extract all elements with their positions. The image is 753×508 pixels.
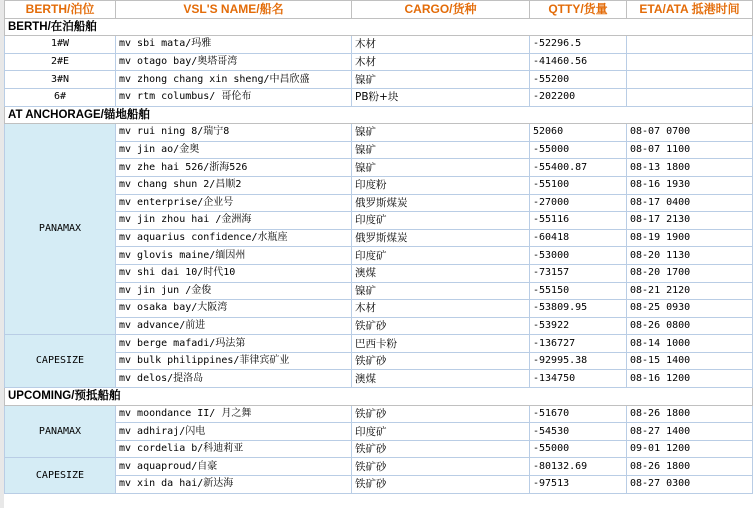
quantity-cell[interactable]: -92995.38 [530, 352, 627, 370]
quantity-cell[interactable]: -55000 [530, 440, 627, 458]
eta-cell[interactable]: 08-26 1800 [627, 458, 753, 476]
quantity-cell[interactable]: -52296.5 [530, 36, 627, 54]
vessel-name-cell[interactable]: mv aquaproud/自豪 [116, 458, 352, 476]
vessel-name-cell[interactable]: mv rui ning 8/瑞宁8 [116, 124, 352, 142]
cargo-cell[interactable]: 木材 [352, 300, 530, 318]
vessel-name-cell[interactable]: mv delos/提洛岛 [116, 370, 352, 388]
vessel-class-cell[interactable]: PANAMAX [5, 124, 116, 335]
eta-cell[interactable]: 08-20 1700 [627, 264, 753, 282]
quantity-cell[interactable]: -53000 [530, 247, 627, 265]
cargo-cell[interactable]: 镍矿 [352, 71, 530, 89]
berth-position-cell[interactable]: 6# [5, 88, 116, 106]
quantity-cell[interactable]: -53922 [530, 317, 627, 335]
quantity-cell[interactable]: -27000 [530, 194, 627, 212]
table-row [5, 440, 753, 458]
table-row [5, 352, 753, 370]
quantity-cell[interactable]: -55116 [530, 212, 627, 230]
eta-cell[interactable]: 08-21 2120 [627, 282, 753, 300]
eta-cell[interactable]: 08-07 1100 [627, 141, 753, 159]
table-row [5, 317, 753, 335]
vessel-name-cell[interactable]: mv rtm columbus/ 哥伦布 [116, 88, 352, 106]
table-row [5, 458, 753, 476]
table-row [5, 282, 753, 300]
quantity-cell[interactable]: -53809.95 [530, 300, 627, 318]
table-row [5, 229, 753, 247]
vessel-name-cell[interactable]: mv berge mafadi/玛法第 [116, 335, 352, 353]
cargo-cell[interactable]: 镍矿 [352, 141, 530, 159]
berth-position-cell[interactable]: 3#N [5, 71, 116, 89]
vessel-name-cell[interactable]: mv aquarius confidence/水瓶座 [116, 229, 352, 247]
eta-cell[interactable]: 08-25 0930 [627, 300, 753, 318]
vessel-name-cell[interactable]: mv jin ao/金奥 [116, 141, 352, 159]
cargo-cell[interactable]: 铁矿砂 [352, 476, 530, 494]
eta-cell[interactable]: 08-27 0300 [627, 476, 753, 494]
cargo-cell[interactable]: 澳煤 [352, 370, 530, 388]
quantity-cell[interactable]: -80132.69 [530, 458, 627, 476]
cargo-cell[interactable]: 镍矿 [352, 124, 530, 142]
vessel-class-cell[interactable]: CAPESIZE [5, 458, 116, 493]
eta-cell[interactable]: 09-01 1200 [627, 440, 753, 458]
vessel-name-cell[interactable]: mv jin zhou hai /金洲海 [116, 212, 352, 230]
eta-cell[interactable]: 08-26 0800 [627, 317, 753, 335]
vessel-name-cell[interactable]: mv bulk philippines/菲律宾矿业 [116, 352, 352, 370]
table-row [5, 88, 753, 106]
cargo-cell[interactable]: 印度矿 [352, 212, 530, 230]
cargo-cell[interactable]: 铁矿砂 [352, 458, 530, 476]
quantity-cell[interactable]: -73157 [530, 264, 627, 282]
table-row [5, 176, 753, 194]
cargo-cell[interactable]: 巴西卡粉 [352, 335, 530, 353]
eta-cell[interactable]: 08-27 1400 [627, 423, 753, 441]
eta-cell[interactable]: 08-13 1800 [627, 159, 753, 177]
vessel-name-cell[interactable]: mv glovis maine/缅因州 [116, 247, 352, 265]
vessel-name-cell[interactable]: mv shi dai 10/时代10 [116, 264, 352, 282]
table-row [5, 405, 753, 423]
cargo-cell[interactable]: 镍矿 [352, 282, 530, 300]
quantity-cell[interactable]: -54530 [530, 423, 627, 441]
quantity-cell[interactable]: -60418 [530, 229, 627, 247]
quantity-cell[interactable]: -136727 [530, 335, 627, 353]
cargo-cell[interactable]: 印度矿 [352, 247, 530, 265]
berth-position-cell[interactable]: 2#E [5, 53, 116, 71]
vessel-name-cell[interactable]: mv osaka bay/大阪湾 [116, 300, 352, 318]
eta-cell[interactable]: 08-17 2130 [627, 212, 753, 230]
table-row [5, 141, 753, 159]
section-row-berth [5, 18, 753, 36]
cargo-cell[interactable]: PB粉+块 [352, 88, 530, 106]
table-row [5, 194, 753, 212]
table-row [5, 71, 753, 89]
table-row [5, 247, 753, 265]
vessel-name-cell[interactable]: mv zhong chang xin sheng/中昌欣盛 [116, 71, 352, 89]
vessel-name-cell[interactable]: mv enterprise/企业号 [116, 194, 352, 212]
vessel-table [4, 0, 753, 494]
berth-position-cell[interactable]: 1#W [5, 36, 116, 54]
vessel-name-cell[interactable]: mv otago bay/奥塔哥湾 [116, 53, 352, 71]
table-row [5, 36, 753, 54]
eta-cell[interactable] [627, 36, 753, 54]
table-row [5, 159, 753, 177]
cargo-cell[interactable]: 铁矿砂 [352, 317, 530, 335]
cargo-cell[interactable]: 镍矿 [352, 159, 530, 177]
eta-cell[interactable]: 08-14 1000 [627, 335, 753, 353]
quantity-cell[interactable]: 52060 [530, 124, 627, 142]
cargo-cell[interactable]: 木材 [352, 53, 530, 71]
quantity-cell[interactable]: -202200 [530, 88, 627, 106]
section-title[interactable]: AT ANCHORAGE/锚地船舶 [5, 106, 753, 124]
quantity-cell[interactable]: -55200 [530, 71, 627, 89]
table-row [5, 370, 753, 388]
table-row [5, 212, 753, 230]
vessel-name-cell[interactable]: mv cordelia b/科迪莉亚 [116, 440, 352, 458]
header-vessel-name[interactable]: VSL'S NAME/船名 [116, 1, 352, 19]
section-title[interactable]: UPCOMING/预抵船舶 [5, 388, 753, 406]
section-title[interactable]: BERTH/在泊船舶 [5, 18, 753, 36]
table-row [5, 335, 753, 353]
quantity-cell[interactable]: -55100 [530, 176, 627, 194]
section-row-anchorage [5, 106, 753, 124]
eta-cell[interactable]: 08-17 0400 [627, 194, 753, 212]
vessel-name-cell[interactable]: mv chang shun 2/昌顺2 [116, 176, 352, 194]
vessel-name-cell[interactable]: mv sbi mata/玛雅 [116, 36, 352, 54]
quantity-cell[interactable]: -55000 [530, 141, 627, 159]
header-quantity[interactable]: QTTY/货量 [530, 1, 627, 19]
header-eta[interactable]: ETA/ATA 抵港时间 [627, 1, 753, 19]
cargo-cell[interactable]: 铁矿砂 [352, 440, 530, 458]
cargo-cell[interactable]: 俄罗斯煤炭 [352, 229, 530, 247]
eta-cell[interactable] [627, 88, 753, 106]
vessel-class-cell[interactable]: CAPESIZE [5, 335, 116, 388]
table-row [5, 124, 753, 142]
cargo-cell[interactable]: 铁矿砂 [352, 405, 530, 423]
eta-cell[interactable]: 08-16 1930 [627, 176, 753, 194]
eta-cell[interactable]: 08-16 1200 [627, 370, 753, 388]
cargo-cell[interactable]: 印度粉 [352, 176, 530, 194]
table-row [5, 476, 753, 494]
eta-cell[interactable]: 08-15 1400 [627, 352, 753, 370]
quantity-cell[interactable]: -97513 [530, 476, 627, 494]
eta-cell[interactable]: 08-20 1130 [627, 247, 753, 265]
table-row [5, 423, 753, 441]
quantity-cell[interactable]: -55150 [530, 282, 627, 300]
eta-cell[interactable] [627, 71, 753, 89]
vessel-name-cell[interactable]: mv moondance II/ 月之舞 [116, 405, 352, 423]
vessel-name-cell[interactable]: mv zhe hai 526/浙海526 [116, 159, 352, 177]
table-row [5, 300, 753, 318]
vessel-class-cell[interactable]: PANAMAX [5, 405, 116, 458]
eta-cell[interactable]: 08-07 0700 [627, 124, 753, 142]
header-row [5, 1, 753, 19]
cargo-cell[interactable]: 俄罗斯煤炭 [352, 194, 530, 212]
vessel-name-cell[interactable]: mv xin da hai/新达海 [116, 476, 352, 494]
header-berth[interactable]: BERTH/泊位 [5, 1, 116, 19]
cargo-cell[interactable]: 澳煤 [352, 264, 530, 282]
quantity-cell[interactable]: -55400.87 [530, 159, 627, 177]
quantity-cell[interactable]: -41460.56 [530, 53, 627, 71]
cargo-cell[interactable]: 印度矿 [352, 423, 530, 441]
cargo-cell[interactable]: 木材 [352, 36, 530, 54]
eta-cell[interactable] [627, 53, 753, 71]
vessel-name-cell[interactable]: mv jin jun /金俊 [116, 282, 352, 300]
table-row [5, 264, 753, 282]
quantity-cell[interactable]: -134750 [530, 370, 627, 388]
quantity-cell[interactable]: -51670 [530, 405, 627, 423]
header-cargo[interactable]: CARGO/货种 [352, 1, 530, 19]
table-row [5, 53, 753, 71]
eta-cell[interactable]: 08-26 1800 [627, 405, 753, 423]
vessel-name-cell[interactable]: mv adhiraj/闪电 [116, 423, 352, 441]
vessel-name-cell[interactable]: mv advance/前进 [116, 317, 352, 335]
section-row-upcoming [5, 388, 753, 406]
cargo-cell[interactable]: 铁矿砂 [352, 352, 530, 370]
eta-cell[interactable]: 08-19 1900 [627, 229, 753, 247]
